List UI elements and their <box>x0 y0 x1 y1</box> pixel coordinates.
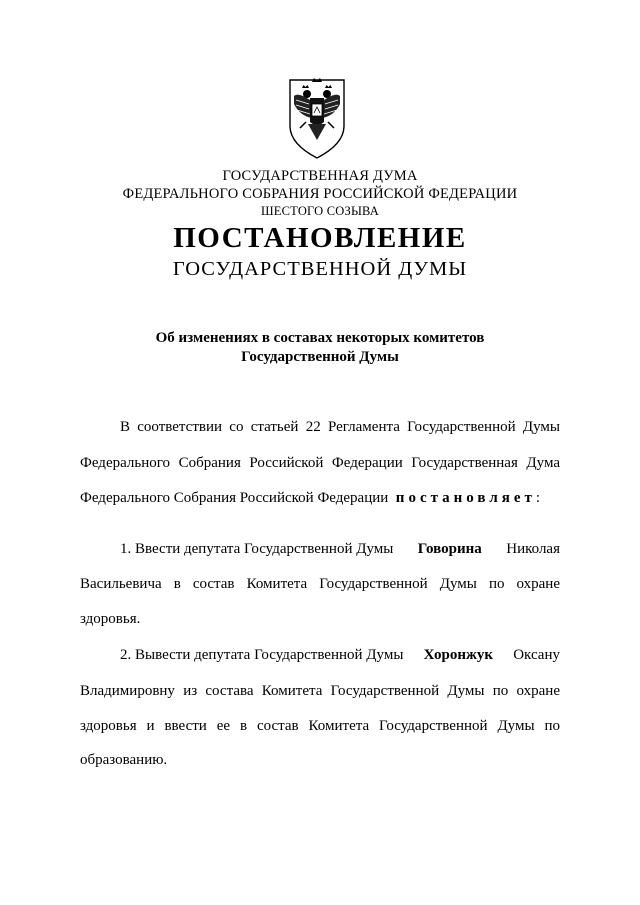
item-2-line-2: Владимировну из состава Комитета Государственной Думы по охране <box>80 683 560 699</box>
item-2-deputy-firstname: Оксану <box>513 647 560 663</box>
resolves-word: постановляет <box>395 490 536 506</box>
item-1-deputy-firstname: Николая <box>506 541 560 557</box>
document-title: ПОСТАНОВЛЕНИЕ <box>173 222 467 254</box>
item-2-line-4: образованию. <box>80 752 168 768</box>
header-line-convocation: ШЕСТОГО СОЗЫВА <box>260 204 380 218</box>
header-line-federal-assembly: ФЕДЕРАЛЬНОГО СОБРАНИЯ РОССИЙСКОЙ ФЕДЕРАЦИИ <box>122 186 518 202</box>
item-1-line-1 <box>120 541 560 558</box>
item-1-line-2: Васильевича в состав Комитета Государственной Думы по охране <box>80 576 560 592</box>
item-1-line-3: здоровья. <box>80 611 141 627</box>
item-2-line-1 <box>120 647 560 664</box>
subject-line-1: Об изменениях в составах некоторых комитетов <box>155 330 485 346</box>
header-line-duma: ГОСУДАРСТВЕННАЯ ДУМА <box>222 168 418 184</box>
preamble-line-3-text: Федерального Собрания Российской Федерации <box>80 490 389 506</box>
item-2-start: 2. Вывести депутата Государственной Думы <box>120 647 404 663</box>
preamble-line-3 <box>80 490 560 507</box>
item-1-deputy-surname: Говорина <box>417 541 482 557</box>
subject-line-2: Государственной Думы <box>241 349 399 365</box>
preamble-line-1: В соответствии со статьей 22 Регламента Государственной Думы <box>120 419 560 435</box>
item-2-deputy-surname: Хоронжук <box>423 647 493 663</box>
preamble-line-2: Федерального Собрания Российской Федерации Государственная Дума <box>80 455 560 471</box>
preamble-line-3-colon: : <box>535 490 541 506</box>
document-subtitle: ГОСУДАРСТВЕННОЙ ДУМЫ <box>172 258 468 280</box>
item-1-start: 1. Ввести депутата Государственной Думы <box>120 541 394 557</box>
coat-of-arms-emblem <box>282 74 352 160</box>
item-2-line-3: здоровья и ввести ее в состав Комитета Государственной Думы по <box>80 718 560 734</box>
